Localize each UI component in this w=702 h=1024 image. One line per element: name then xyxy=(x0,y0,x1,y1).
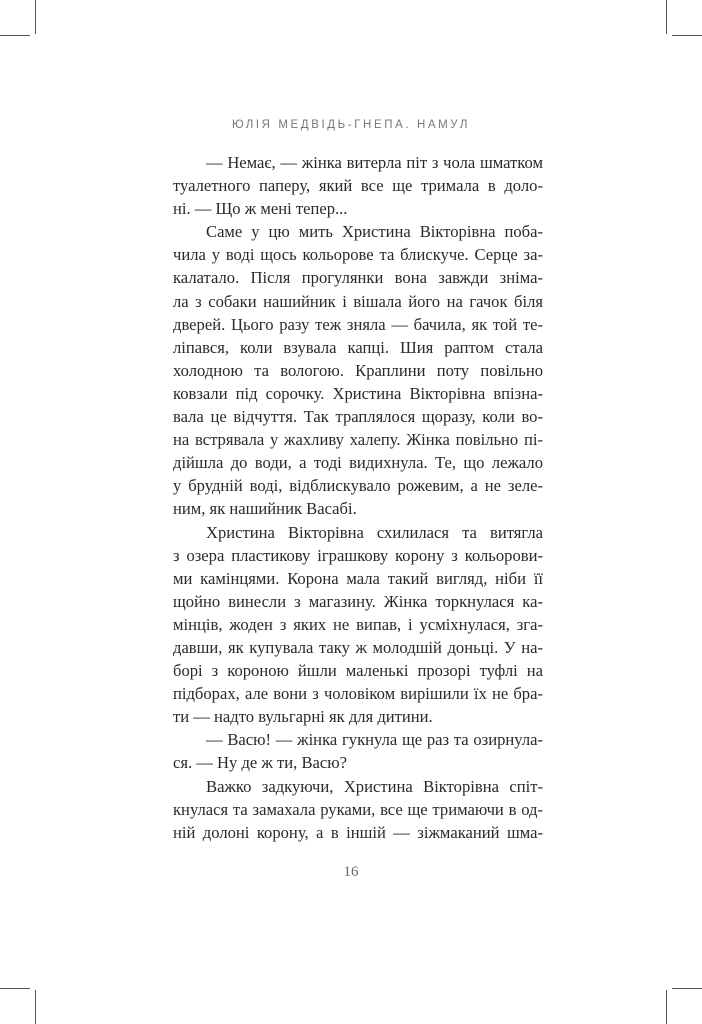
text-line: ковзали під сорочку. Христина Вікторівна впізна- xyxy=(173,383,543,403)
text-line: ній долоні корону, а в іншій — зіжмаканий шма- xyxy=(173,822,543,842)
text-line: вала це відчуття. Так траплялося щоразу, коли во- xyxy=(173,407,543,427)
text-line: ми камінцями. Корона мала такий вигляд, ніби її xyxy=(173,568,543,588)
crop-mark xyxy=(35,0,36,34)
text-line: ла з собаки нашийник і вішала його на гачок біля xyxy=(173,291,543,311)
text-line: борі з короною йшли маленькі прозорі туфлі на xyxy=(173,661,543,681)
text-line: ліпався, коли взувала капці. Шия раптом стала xyxy=(173,337,543,357)
crop-mark xyxy=(666,990,667,1024)
text-line: — Васю! — жінка гукнула ще раз та озирнула- xyxy=(206,730,543,750)
text-line: Христина Вікторівна схилилася та витягла xyxy=(206,522,543,542)
crop-mark xyxy=(666,0,667,34)
text-line: давши, як купувала таку ж молодшій доньці. У на- xyxy=(173,637,543,657)
text-line: у брудній воді, відблискувало рожевим, а не зеле- xyxy=(173,476,543,496)
crop-mark xyxy=(0,35,30,36)
text-line: дверей. Цього разу теж зняла — бачила, як той те- xyxy=(173,314,543,334)
text-line: кнулася та замахала руками, все ще тримаючи в од- xyxy=(173,799,543,819)
text-line: туалетного паперу, який все ще тримала в доло- xyxy=(173,176,543,196)
text-line: ним, як нашийник Васабі. xyxy=(173,499,357,519)
text-line: Важко задкуючи, Христина Вікторівна спіт- xyxy=(206,776,543,796)
text-line: підборах, але вони з чоловіком вирішили їх не бра- xyxy=(173,684,543,704)
text-line: холодною та вологою. Краплини поту повільно xyxy=(173,360,543,380)
crop-mark xyxy=(672,988,702,989)
text-line: дійшла до води, а тоді видихнула. Те, що лежало xyxy=(173,453,543,473)
text-line: ти — надто вульгарні як для дитини. xyxy=(173,707,433,727)
text-line: з озера пластикову іграшкову корону з кольорови- xyxy=(173,545,543,565)
crop-mark xyxy=(35,990,36,1024)
text-line: Саме у цю мить Христина Вікторівна поба- xyxy=(206,222,543,242)
text-line: мінців, жоден з яких не випав, і усміхнулася, зга- xyxy=(173,614,543,634)
running-header: ЮЛІЯ МЕДВІДЬ-ГНЕПА. НАМУЛ xyxy=(232,119,470,131)
text-line: чила у воді щось кольорове та блискуче. Серце за- xyxy=(173,245,543,265)
text-line: на встрявала у жахливу халепу. Жінка повільно пі- xyxy=(173,430,543,450)
text-line: ся. — Ну де ж ти, Васю? xyxy=(173,753,348,773)
text-line: щойно винесли з магазину. Жінка торкнулася ка- xyxy=(173,591,543,611)
text-line: калатало. Після прогулянки вона завжди зніма- xyxy=(173,268,543,288)
crop-mark xyxy=(672,35,702,36)
body-text xyxy=(173,151,543,844)
crop-mark xyxy=(0,988,30,989)
text-line: — Немає, — жінка витерла піт з чола шматком xyxy=(206,153,543,172)
page-number: 16 xyxy=(343,864,359,880)
text-line: ні. — Що ж мені тепер... xyxy=(173,199,348,219)
